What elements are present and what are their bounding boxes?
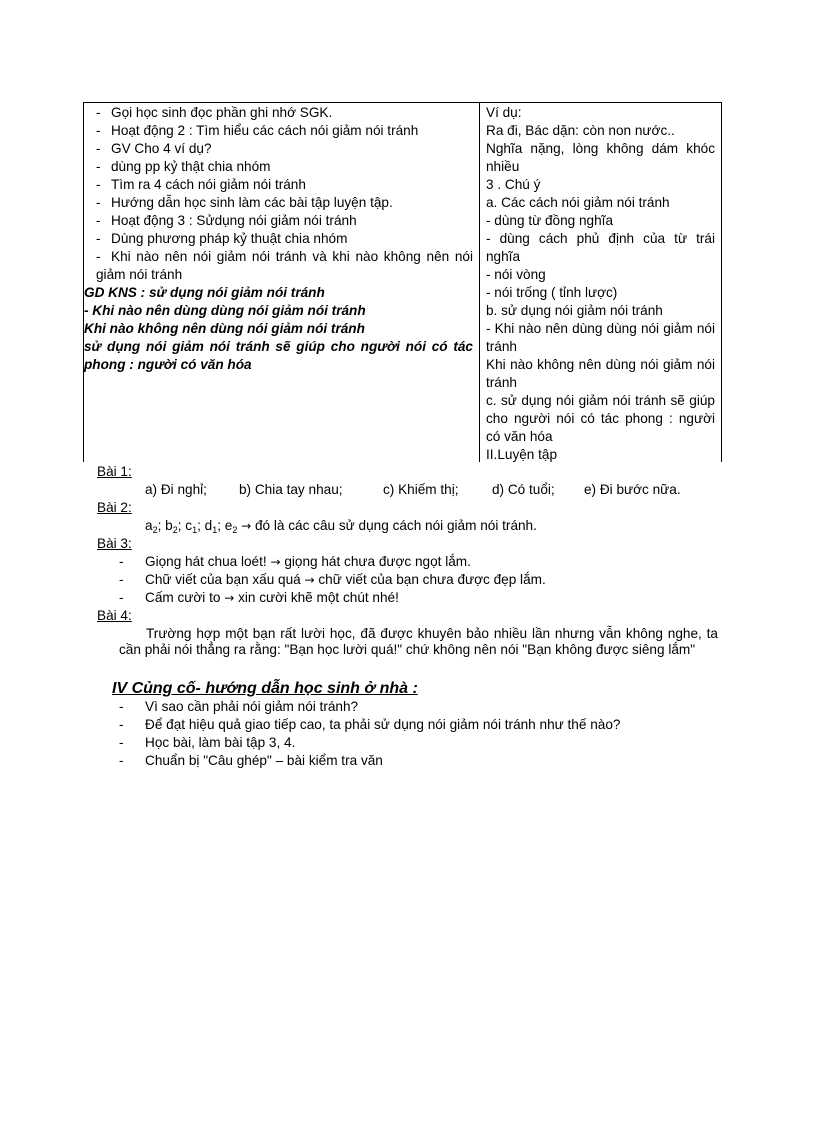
- note-line: II.Luyện tập: [486, 447, 558, 462]
- list-item: - Để đạt hiệu quả giao tiếp cao, ta phải sử dụng nói giảm nói tránh như thế nào?: [119, 717, 621, 732]
- arrow-icon: →: [224, 591, 235, 605]
- answer: b) Chia tay nhau;: [239, 482, 343, 497]
- list-item: - GV Cho 4 ví dụ?: [96, 141, 212, 156]
- arrow-icon: →: [304, 573, 315, 587]
- note-line: Nghĩa nặng, lòng không dám khóc nhiều: [486, 141, 715, 174]
- arrow-icon: →: [241, 519, 252, 533]
- list-item: - Vì sao cần phải nói giảm nói tránh?: [119, 699, 359, 714]
- note-line: Khi nào không nên dùng nói giảm nói tránh: [486, 357, 715, 390]
- table-right-column: [480, 103, 721, 462]
- note-line: - nói trống ( tỉnh lược): [486, 285, 618, 300]
- list-item: - Tìm ra 4 cách nói giảm nói tránh: [96, 177, 306, 192]
- exercise-4-label: Bài 4:: [97, 608, 132, 623]
- lesson-table: [83, 102, 722, 462]
- list-item: - Hướng dẫn học sinh làm các bài tập luyện tập.: [96, 195, 393, 210]
- note-line: Ra đi, Bác dặn: còn non nước..: [486, 123, 675, 138]
- note-line: Ví dụ:: [486, 105, 522, 120]
- exercise-4-text: Trường hợp một bạn rất lười học, đã được khuyên bảo nhiều lần nhưng vẫn không nghe, ta cần phải nói thẳng ra rằng: "Bạn học lười quá!" chứ không nên nói "Bạn không được siêng lắm": [119, 626, 718, 657]
- note-line: - Khi nào nên dùng dùng nói giảm nói tránh: [486, 321, 715, 354]
- list-item: - Giọng hát chua loét! → giọng hát chưa được ngọt lắm.: [119, 554, 471, 569]
- note-line: c. sử dụng nói giảm nói tránh sẽ giúp cho người nói có tác phong : người có văn hóa: [486, 393, 715, 444]
- exercise-2-answer: $a_2$; $b_2$; $c_1$; $d_1$; $e_2$ → đó là các câu sử dụng cách nói giảm nói tránh.: [145, 518, 537, 535]
- arrow-icon: →: [270, 555, 281, 569]
- exercise-2-label: Bài 2:: [97, 500, 132, 515]
- list-item: - Chữ viết của bạn xấu quá → chữ viết của bạn chưa được đẹp lắm.: [119, 572, 546, 587]
- list-item: - dùng pp kỷ thật chia nhóm: [96, 159, 271, 174]
- exercise-1-answers: [145, 481, 705, 499]
- list-item: - Hoạt động 3 : Sửdụng nói giảm nói tránh: [96, 213, 357, 228]
- list-item: - Học bài, làm bài tập 3, 4.: [119, 735, 296, 750]
- answer: e) Đi bước nữa.: [584, 482, 681, 497]
- note-line: - dùng từ đồng nghĩa: [486, 213, 614, 228]
- note-line: a. Các cách nói giảm nói tránh: [486, 195, 670, 210]
- list-item: - Cấm cười to → xin cười khẽ một chút nhé!: [119, 590, 399, 605]
- answer: a) Đi nghỉ;: [145, 482, 207, 497]
- note-line: - dùng cách phủ định của từ trái nghĩa: [486, 231, 715, 264]
- list-item: - Dùng phương pháp kỷ thuật chia nhóm: [96, 231, 348, 246]
- kns-heading: GD KNS : sử dụng nói giảm nói tránh: [84, 285, 325, 300]
- kns-line: sử dụng nói giảm nói tránh sẽ giúp cho người nói có tác phong : người có văn hóa: [84, 339, 473, 372]
- kns-line: - Khi nào nên dùng dùng nói giảm nói tránh: [84, 303, 366, 318]
- exercise-3-label: Bài 3:: [97, 536, 132, 551]
- section-4-heading: IV Củng cố- hướng dẫn học sinh ở nhà :: [112, 680, 418, 697]
- note-line: 3 . Chú ý: [486, 177, 541, 192]
- list-item: - Gọi học sinh đọc phần ghi nhớ SGK.: [96, 105, 333, 120]
- note-line: b. sử dụng nói giảm nói tránh: [486, 303, 663, 318]
- list-item: - Hoạt động 2 : Tìm hiểu các cách nói giảm nói tránh: [96, 123, 419, 138]
- exercise-3-list: [97, 553, 737, 607]
- table-left-column: [84, 103, 480, 462]
- kns-line: Khi nào không nên dùng nói giảm nói tránh: [84, 321, 365, 336]
- exercise-1-label: Bài 1:: [97, 464, 132, 479]
- answer: d) Có tuổi;: [492, 482, 555, 497]
- answer: c) Khiếm thị;: [383, 482, 459, 497]
- list-item: - Khi nào nên nói giảm nói tránh và khi nào không nên nói giảm nói tránh: [96, 249, 473, 282]
- list-item: - Chuẩn bị "Câu ghép" – bài kiểm tra văn: [119, 753, 383, 768]
- section-4-list: [97, 698, 737, 770]
- note-line: - nói vòng: [486, 267, 546, 282]
